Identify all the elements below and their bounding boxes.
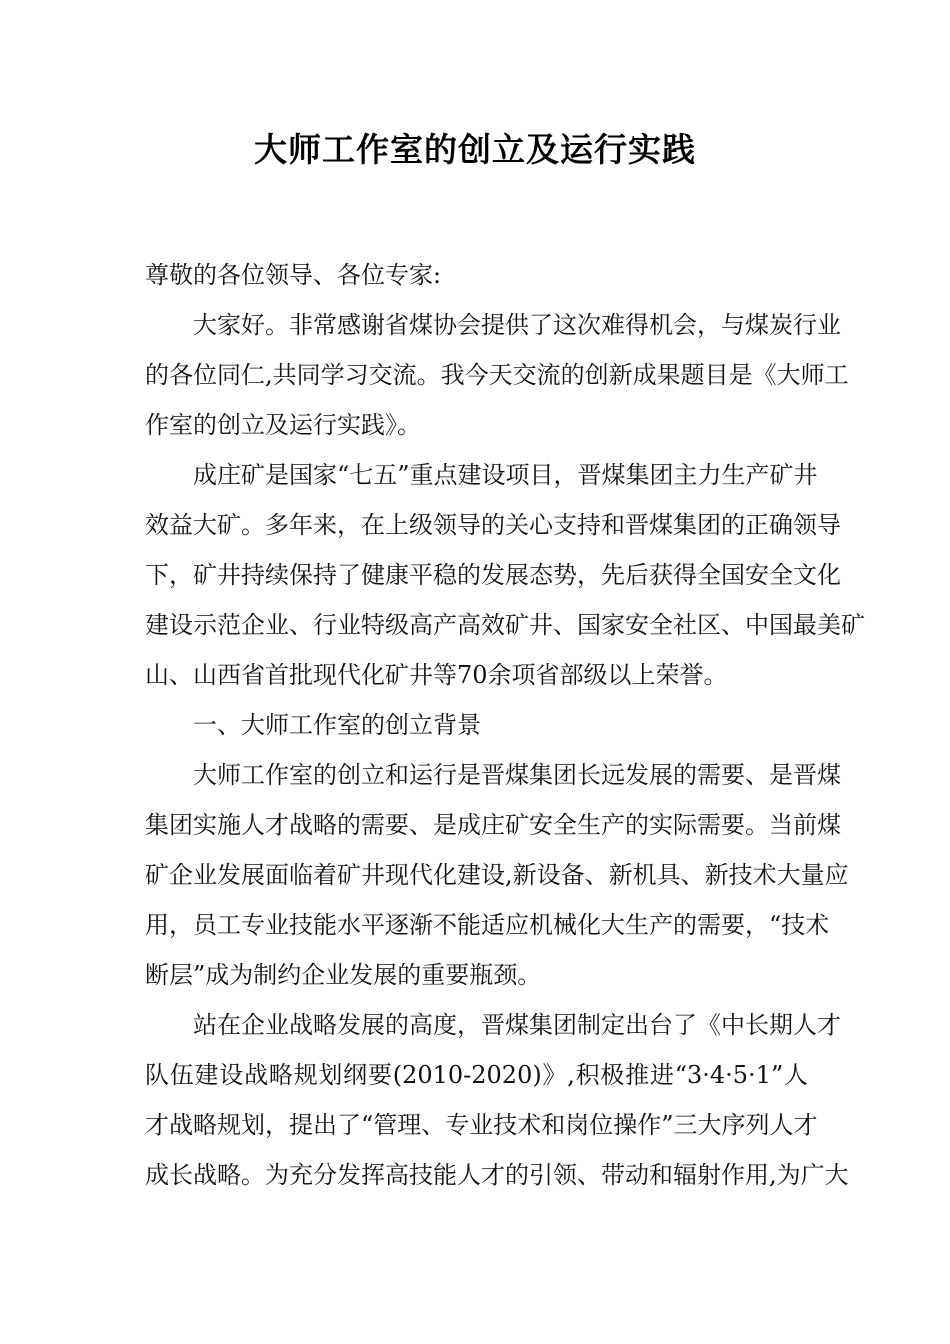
- background-paragraph: [145, 755, 849, 1005]
- paragraph-line: 下，矿井持续保持了健康平稳的发展态势，先后获得全国安全文化: [145, 561, 841, 589]
- paragraph-line: 大师工作室的创立和运行是晋煤集团长远发展的需要、是晋煤: [193, 761, 841, 789]
- paragraph-line: 站在企业战略发展的高度，晋煤集团制定出台了《中长期人才: [193, 1011, 841, 1039]
- paragraph-line: 作室的创立及运行实践》。: [145, 411, 421, 439]
- paragraph-line: 成长战略。为充分发挥高技能人才的引领、带动和辐射作用,为广大: [145, 1161, 849, 1189]
- salutation-paragraph: [145, 255, 808, 305]
- paragraph-line: 大家好。非常感谢省煤协会提供了这次难得机会，与煤炭行业: [193, 311, 841, 339]
- paragraph-line: 建设示范企业、行业特级高产高效矿井、国家安全社区、中国最美矿: [145, 611, 865, 639]
- paragraph-line: 的各位同仁,共同学习交流。我今天交流的创新成果题目是《大师工: [145, 361, 849, 389]
- paragraph-line: 队伍建设战略规划纲要(2010-2020)》,积极推进“3·4·5·1”人: [145, 1061, 808, 1089]
- greeting-paragraph: [145, 305, 849, 455]
- paragraph-line: 效益大矿。多年来，在上级领导的关心支持和晋煤集团的正确领导: [145, 511, 841, 539]
- section-heading: [145, 705, 808, 755]
- paragraph-line: 成庄矿是国家“七五”重点建设项目，晋煤集团主力生产矿井: [193, 461, 818, 489]
- paragraph-line: 才战略规划，提出了“管理、专业技术和岗位操作”三大序列人才: [145, 1111, 818, 1139]
- paragraph-line: 断层”成为制约企业发展的重要瓶颈。: [145, 961, 542, 989]
- paragraph-line: 矿企业发展面临着矿井现代化建设,新设备、新机具、新技术大量应: [145, 861, 849, 889]
- document-body: [145, 255, 865, 1205]
- paragraph-line: 山、山西省首批现代化矿井等70余项省部级以上荣誉。: [145, 661, 728, 689]
- strategy-paragraph: [145, 1005, 849, 1205]
- section-heading-text: 一、大师工作室的创立背景: [193, 711, 481, 739]
- mine-intro-paragraph: [145, 455, 865, 705]
- paragraph-line: 用，员工专业技能水平逐渐不能适应机械化大生产的需要，“技术: [145, 911, 830, 939]
- document-title: 大师工作室的创立及运行实践: [254, 130, 696, 169]
- paragraph-line: 尊敬的各位领导、各位专家:: [145, 261, 442, 289]
- paragraph-line: 集团实施人才战略的需要、是成庄矿安全生产的实际需要。当前煤: [145, 811, 841, 839]
